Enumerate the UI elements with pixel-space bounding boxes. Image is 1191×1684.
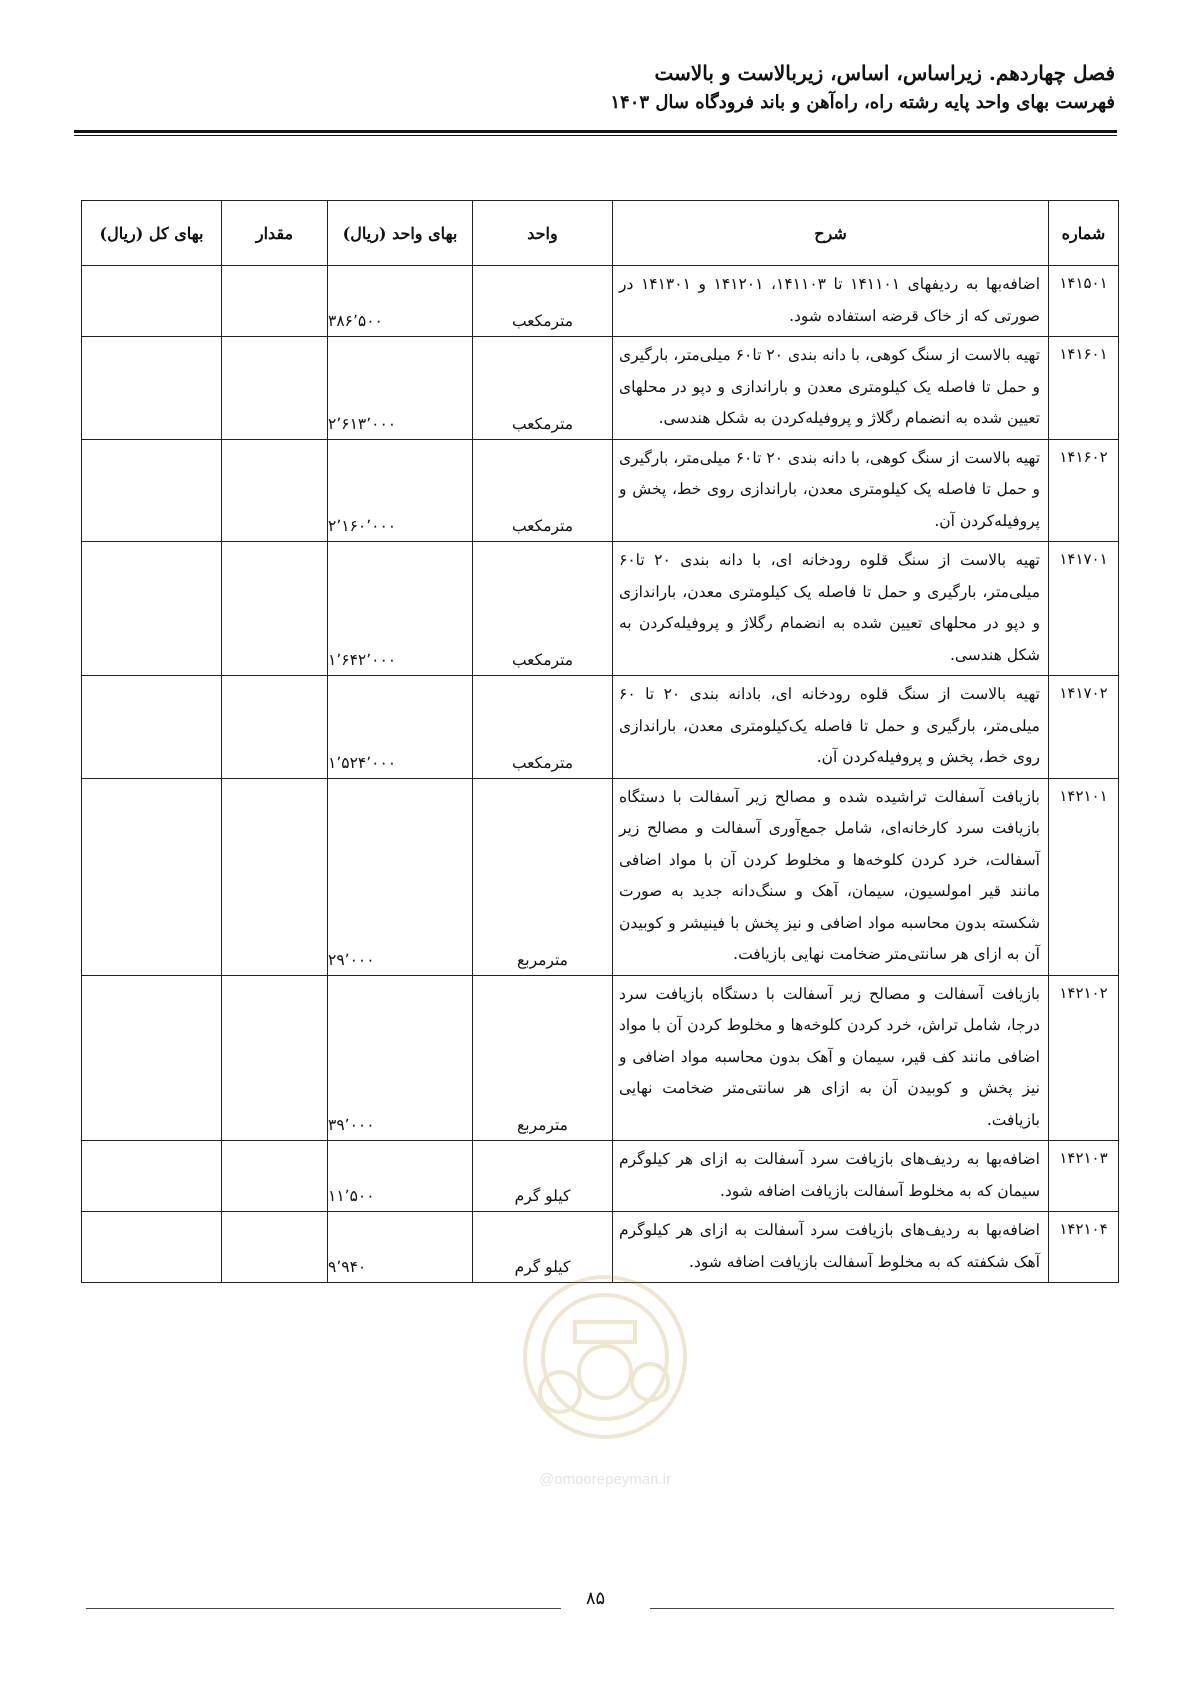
column-header-description: شرح	[613, 201, 1049, 266]
row-total	[82, 676, 222, 779]
column-header-unit: واحد	[473, 201, 613, 266]
row-unit: مترمربع	[473, 778, 613, 975]
row-total	[82, 439, 222, 542]
table-row	[82, 266, 1119, 337]
row-unit-price: ۲٬۱۶۰٬۰۰۰	[328, 439, 473, 542]
row-description: اضافه‌بها به ردیفهای ۱۴۱۱۰۱ تا ۱۴۱۱۰۳، ۱۴۱۲۰۱ و ۱۴۱۳۰۱ در صورتی که از خاک قرضه استفاده شود.	[613, 266, 1049, 337]
row-total	[82, 1141, 222, 1212]
table-row	[82, 439, 1119, 542]
table-row	[82, 542, 1119, 676]
row-description: اضافه‌بها به ردیف‌های بازیافت سرد آسفالت به ازای هر کیلوگرم سیمان که به مخلوط آسفالت بازیافت اضافه شود.	[613, 1141, 1049, 1212]
row-unit: کیلو گرم	[473, 1212, 613, 1283]
row-code: ۱۴۲۱۰۲	[1049, 975, 1119, 1141]
row-unit: مترمکعب	[473, 337, 613, 440]
header-rule-thin	[74, 135, 1117, 136]
header-rule-thick	[74, 130, 1117, 133]
row-unit-price: ۳۸۶٬۵۰۰	[328, 266, 473, 337]
column-header-unit-price: بهای واحد (ریال)	[328, 201, 473, 266]
row-quantity	[222, 266, 328, 337]
row-description: تهیه بالاست از سنگ قلوه رودخانه ای، بادانه بندی ۲۰ تا ۶۰ میلی‌متر، بارگیری و حمل تا فاصله یک‌کیلومتری معدن، باراندازی روی خط، پخش و پروفیله‌کردن آن.	[613, 676, 1049, 779]
row-code: ۱۴۱۶۰۲	[1049, 439, 1119, 542]
row-code: ۱۴۲۱۰۱	[1049, 778, 1119, 975]
row-total	[82, 1212, 222, 1283]
watermark-text: @omoorepeyman.ir	[539, 1471, 671, 1488]
row-unit: مترمکعب	[473, 439, 613, 542]
row-unit-price: ۳۹٬۰۰۰	[328, 975, 473, 1141]
row-unit-price: ۲٬۶۱۳٬۰۰۰	[328, 337, 473, 440]
row-code: ۱۴۱۶۰۱	[1049, 337, 1119, 440]
row-quantity	[222, 542, 328, 676]
row-total	[82, 975, 222, 1141]
watermark-seal	[505, 1262, 705, 1492]
table-row	[82, 337, 1119, 440]
row-quantity	[222, 676, 328, 779]
row-quantity	[222, 439, 328, 542]
row-quantity	[222, 778, 328, 975]
chapter-title: فصل چهاردهم. زیراساس، اساس، زیربالاست و بالاست	[654, 61, 1115, 85]
row-description: تهیه بالاست از سنگ قلوه رودخانه ای، با دانه بندی ۲۰ تا۶۰ میلی‌متر، بارگیری و حمل تا فاصله یک کیلومتری معدن، باراندازی و دپو در محلهای تعیین شده به انضمام رگلاژ و پروفیله‌کردن به شکل هندسی.	[613, 542, 1049, 676]
column-header-total: بهای کل (ریال)	[82, 201, 222, 266]
row-quantity	[222, 337, 328, 440]
table-row	[82, 975, 1119, 1141]
row-unit-price: ۹٬۹۴۰	[328, 1212, 473, 1283]
table-row	[82, 676, 1119, 779]
row-code: ۱۴۱۷۰۱	[1049, 542, 1119, 676]
row-unit-price: ۲۹٬۰۰۰	[328, 778, 473, 975]
row-description: بازیافت آسفالت تراشیده شده و مصالح زیر آسفالت با دستگاه بازیافت سرد کارخانه‌ای، شامل جمع‌آوری آسفالت و مصالح زیر آسفالت، خرد کردن کلوخه‌ها و مخلوط کردن آن با مواد اضافی مانند قیر امولسیون، سیمان، آهک و سنگ‌دانه جدید به صورت شکسته بدون محاسبه مواد اضافی و نیز پخش با فینیشر و کوبیدن آن به ازای هر سانتی‌متر ضخامت نهایی بازیافت.	[613, 778, 1049, 975]
row-unit: مترمربع	[473, 975, 613, 1141]
column-header-number: شماره	[1049, 201, 1119, 266]
row-unit: مترمکعب	[473, 542, 613, 676]
row-quantity	[222, 1212, 328, 1283]
row-description: بازیافت آسفالت و مصالح زیر آسفالت با دستگاه بازیافت سرد درجا، شامل تراش، خرد کردن کلوخه‌ها و مخلوط کردن آن با مواد اضافی مانند کف قیر، سیمان و آهک بدون محاسبه مواد اضافی و نیز پخش و کوبیدن آن به ازای هر سانتی‌متر ضخامت نهایی بازیافت.	[613, 975, 1049, 1141]
row-code: ۱۴۲۱۰۴	[1049, 1212, 1119, 1283]
row-unit-price: ۱٬۶۴۲٬۰۰۰	[328, 542, 473, 676]
page-number: ۸۵	[585, 1588, 606, 1609]
row-unit-price: ۱٬۵۲۴٬۰۰۰	[328, 676, 473, 779]
page-header	[610, 58, 1115, 118]
row-unit: مترمکعب	[473, 266, 613, 337]
row-code: ۱۴۲۱۰۳	[1049, 1141, 1119, 1212]
row-description: تهیه بالاست از سنگ کوهی، با دانه بندی ۲۰ تا۶۰ میلی‌متر، بارگیری و حمل تا فاصله یک کیلومتری معدن، باراندازی روی خط، پخش و پروفیله‌کردن آن.	[613, 439, 1049, 542]
row-unit: کیلو گرم	[473, 1141, 613, 1212]
price-list-title: فهرست بهای واحد پایه رشته راه، راه‌آهن و باند فرودگاه سال ۱۴۰۳	[610, 92, 1115, 113]
table-header-row	[82, 201, 1119, 266]
row-unit: مترمکعب	[473, 676, 613, 779]
row-unit-price: ۱۱٬۵۰۰	[328, 1141, 473, 1212]
row-total	[82, 778, 222, 975]
table-row	[82, 1212, 1119, 1283]
row-code: ۱۴۱۵۰۱	[1049, 266, 1119, 337]
table-row	[82, 1141, 1119, 1212]
row-total	[82, 266, 222, 337]
row-quantity	[222, 1141, 328, 1212]
row-code: ۱۴۱۷۰۲	[1049, 676, 1119, 779]
table-row	[82, 778, 1119, 975]
row-description: تهیه بالاست از سنگ کوهی، با دانه بندی ۲۰ تا۶۰ میلی‌متر، بارگیری و حمل تا فاصله یک کیلومتری معدن و باراندازی و دپو در محلهای تعیین شده به انضمام رگلاژ و پروفیله‌کردن به شکل هندسی.	[613, 337, 1049, 440]
row-description: اضافه‌بها به ردیف‌های بازیافت سرد آسفالت به ازای هر کیلوگرم آهک شکفته که به مخلوط آسفالت بازیافت اضافه شود.	[613, 1212, 1049, 1283]
row-total	[82, 337, 222, 440]
price-table	[81, 200, 1119, 1283]
column-header-quantity: مقدار	[222, 201, 328, 266]
row-total	[82, 542, 222, 676]
row-quantity	[222, 975, 328, 1141]
